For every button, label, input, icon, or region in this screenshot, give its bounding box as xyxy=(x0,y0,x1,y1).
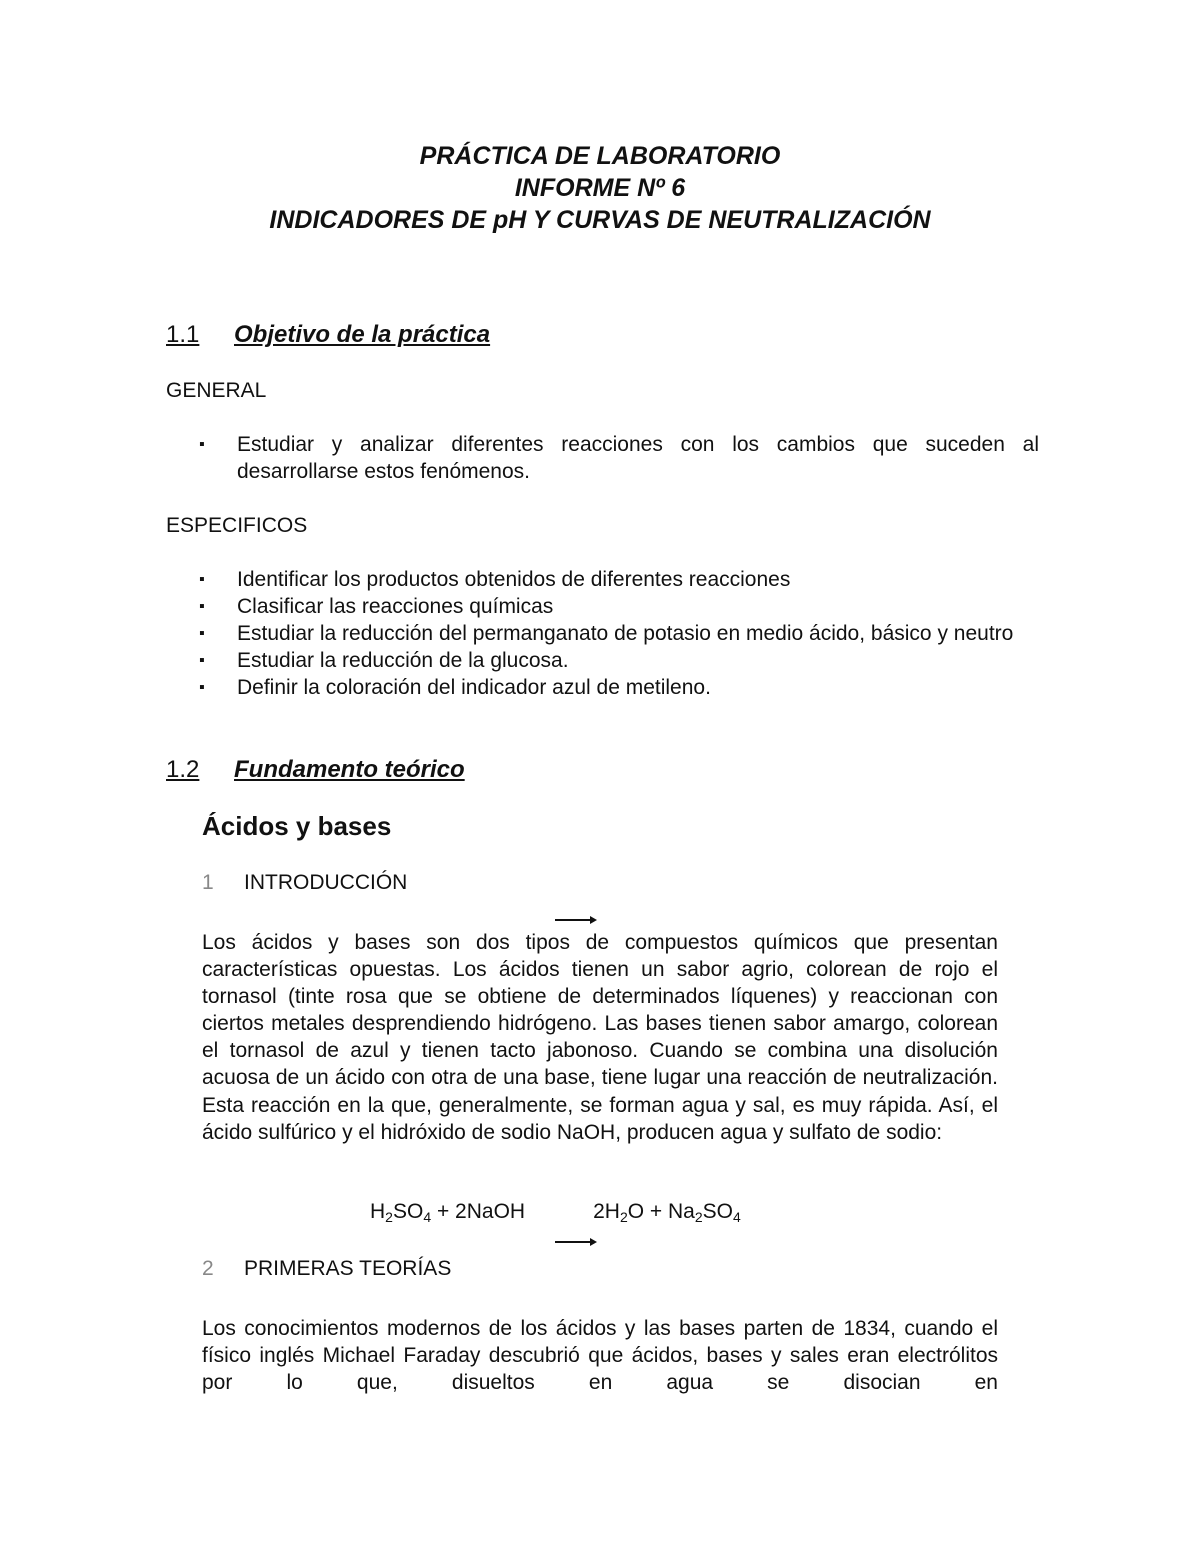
chemical-equation: $H_2SO_4$ + 2NaOH $2H_2O + Na_2SO_4$ xyxy=(370,1200,741,1225)
heading-number: 2 xyxy=(202,1257,214,1280)
section-heading-objective xyxy=(166,320,490,350)
specific-label: ESPECIFICOS xyxy=(166,514,308,537)
heading-first-theories xyxy=(202,1255,451,1282)
list-item: ▪ Identificar los productos obtenidos de diferentes reacciones xyxy=(199,566,1039,593)
list-item: ▪ Definir la coloración del indicador azul de metileno. xyxy=(199,674,1039,701)
arrow-icon xyxy=(555,919,595,921)
title-line-1: PRÁCTICA DE LABORATORIO xyxy=(419,142,781,170)
paragraph-introduction: Los ácidos y bases son dos tipos de compuestos químicos que presentan características opuestas. Los ácidos tienen un sabor agrio, colorean de rojo el tornasol (tinte rosa que se obtiene de determinados líquenes) y reaccionan con ciertos metales desprendiendo hidrógeno. Las bases tienen sabor amargo, colorean el tornasol de azul y tienen tacto jabonoso. Cuando se combina una disolución acuosa de un ácido con otra de una base, tiene lugar una reacción de neutralización. Esta reacción en la que, generalmente, se forman agua y sal, es muy rápida. Así, el ácido sulfúrico y el hidróxido de sodio NaOH, producen agua y sulfato de sodio: xyxy=(202,931,998,1144)
list-item: ▪ Estudiar la reducción de la glucosa. xyxy=(199,647,1039,674)
section-title: Objetivo de la práctica xyxy=(234,321,491,348)
section-heading-theory xyxy=(166,755,465,785)
paragraph-first-theories: Los conocimientos modernos de los ácidos y las bases parten de 1834, cuando el físico inglés Michael Faraday descubrió que ácidos, bases y sales eran electrólitos por lo que, disueltos en agua se disocian en xyxy=(202,1317,998,1395)
title-line-3: INDICADORES DE pH Y CURVAS DE NEUTRALIZACIÓN xyxy=(269,206,931,234)
specific-list xyxy=(199,566,1039,701)
general-list xyxy=(199,431,1039,485)
list-item: ▪ Estudiar la reducción del permanganato de potasio en medio ácido, básico y neutro xyxy=(199,620,1039,647)
heading-introduction xyxy=(202,869,407,896)
title-line-2: INFORME Nº 6 xyxy=(514,174,686,202)
list-item: ▪ Clasificar las reacciones químicas xyxy=(199,593,1039,620)
heading-title: PRIMERAS TEORÍAS xyxy=(244,1257,452,1280)
heading-number: 1 xyxy=(202,871,214,894)
arrow-icon xyxy=(555,1241,595,1243)
section-title: Fundamento teórico xyxy=(234,756,465,783)
list-item: ▪ Estudiar y analizar diferentes reacciones con los cambios que suceden al desarrollarse estos fenómenos. xyxy=(199,431,1039,485)
general-label: GENERAL xyxy=(166,379,267,402)
subheading-acids-bases: Ácidos y bases xyxy=(202,811,392,841)
section-number: 1.2 xyxy=(166,756,200,783)
section-number: 1.1 xyxy=(166,321,200,348)
heading-title: INTRODUCCIÓN xyxy=(244,871,408,894)
